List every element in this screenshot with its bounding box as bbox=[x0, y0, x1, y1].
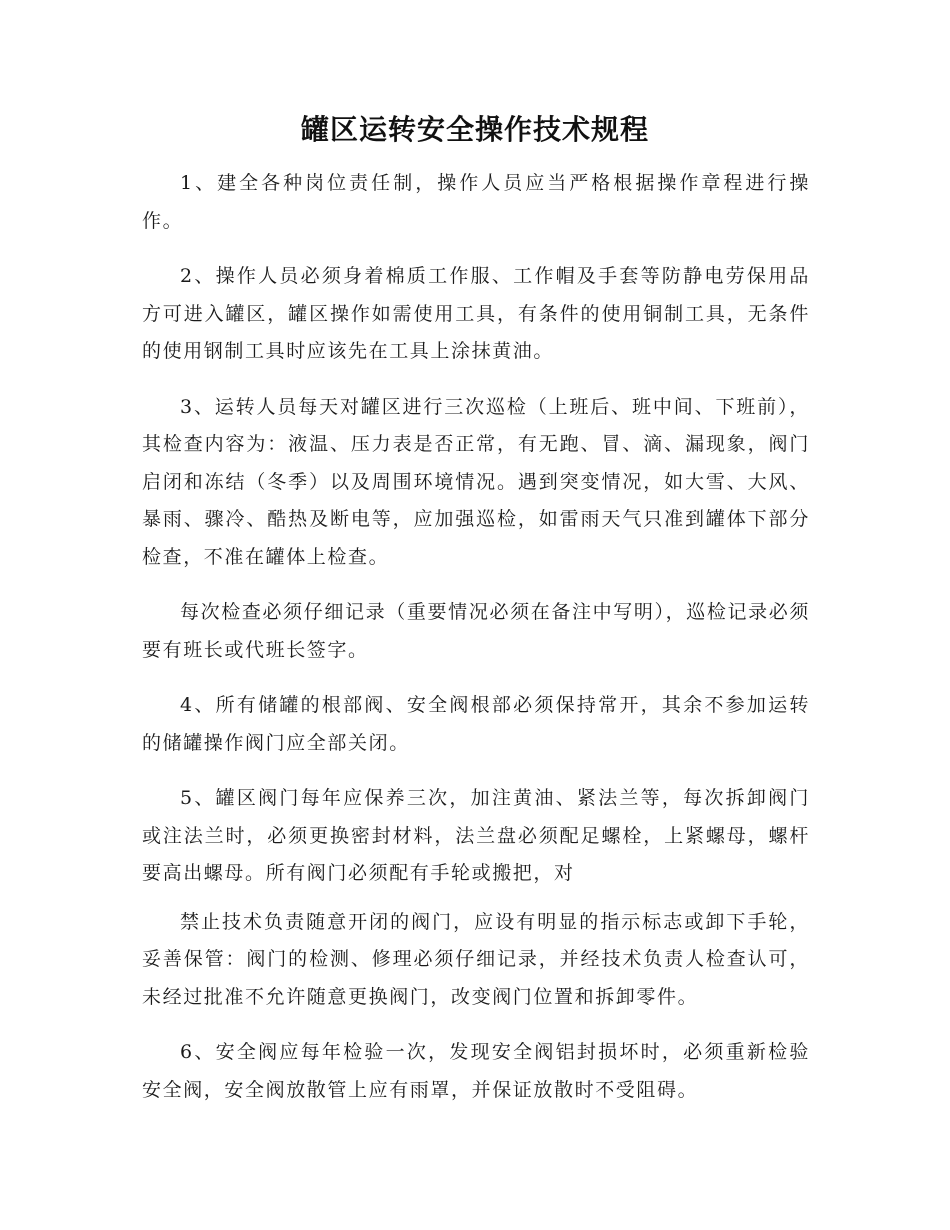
paragraph-3: 3、运转人员每天对罐区进行三次巡检（上班后、班中间、下班前），其检查内容为：液温、压力表是否正常，有无跑、冒、滴、漏现象，阀门启闭和冻结（冬季）以及周围环境情况。遇到突变情况，如大雪、大风、暴雨、骤冷、酷热及断电等，应加强巡检，如雷雨天气只准到罐体下部分检查，不准在罐体上检查。 bbox=[142, 395, 810, 568]
document-body bbox=[142, 165, 810, 1127]
paragraph-1: 1、建全各种岗位责任制，操作人员应当严格根据操作章程进行操作。 bbox=[142, 172, 810, 232]
paragraph-2: 2、操作人员必须身着棉质工作服、工作帽及手套等防静电劳保用品方可进入罐区，罐区操作如需使用工具，有条件的使用铜制工具，无条件的使用钢制工具时应该先在工具上涂抹黄油。 bbox=[142, 265, 810, 362]
document-title: 罐区运转安全操作技术规程 bbox=[300, 113, 649, 146]
paragraph-4: 4、所有储罐的根部阀、安全阀根部必须保持常开，其余不参加运转的储罐操作阀门应全部关闭。 bbox=[142, 694, 810, 754]
paragraph-6: 6、安全阀应每年检验一次，发现安全阀铝封损坏时，必须重新检验安全阀，安全阀放散管上应有雨罩，并保证放散时不受阻碍。 bbox=[142, 1041, 810, 1101]
paragraph-3-record: 每次检查必须仔细记录（重要情况必须在备注中写明），巡检记录必须要有班长或代班长签字。 bbox=[142, 601, 810, 661]
paragraph-5: 5、罐区阀门每年应保养三次，加注黄油、紧法兰等，每次拆卸阀门或注法兰时，必须更换密封材料，法兰盘必须配足螺栓，上紧螺母，螺杆要高出螺母。所有阀门必须配有手轮或搬把，对 bbox=[142, 787, 810, 884]
paragraph-5-continued: 禁止技术负责随意开闭的阀门，应设有明显的指示标志或卸下手轮，妥善保管：阀门的检测、修理必须仔细记录，并经技术负责人检查认可，未经过批准不允许随意更换阀门，改变阀门位置和拆卸零件。 bbox=[142, 910, 810, 1008]
